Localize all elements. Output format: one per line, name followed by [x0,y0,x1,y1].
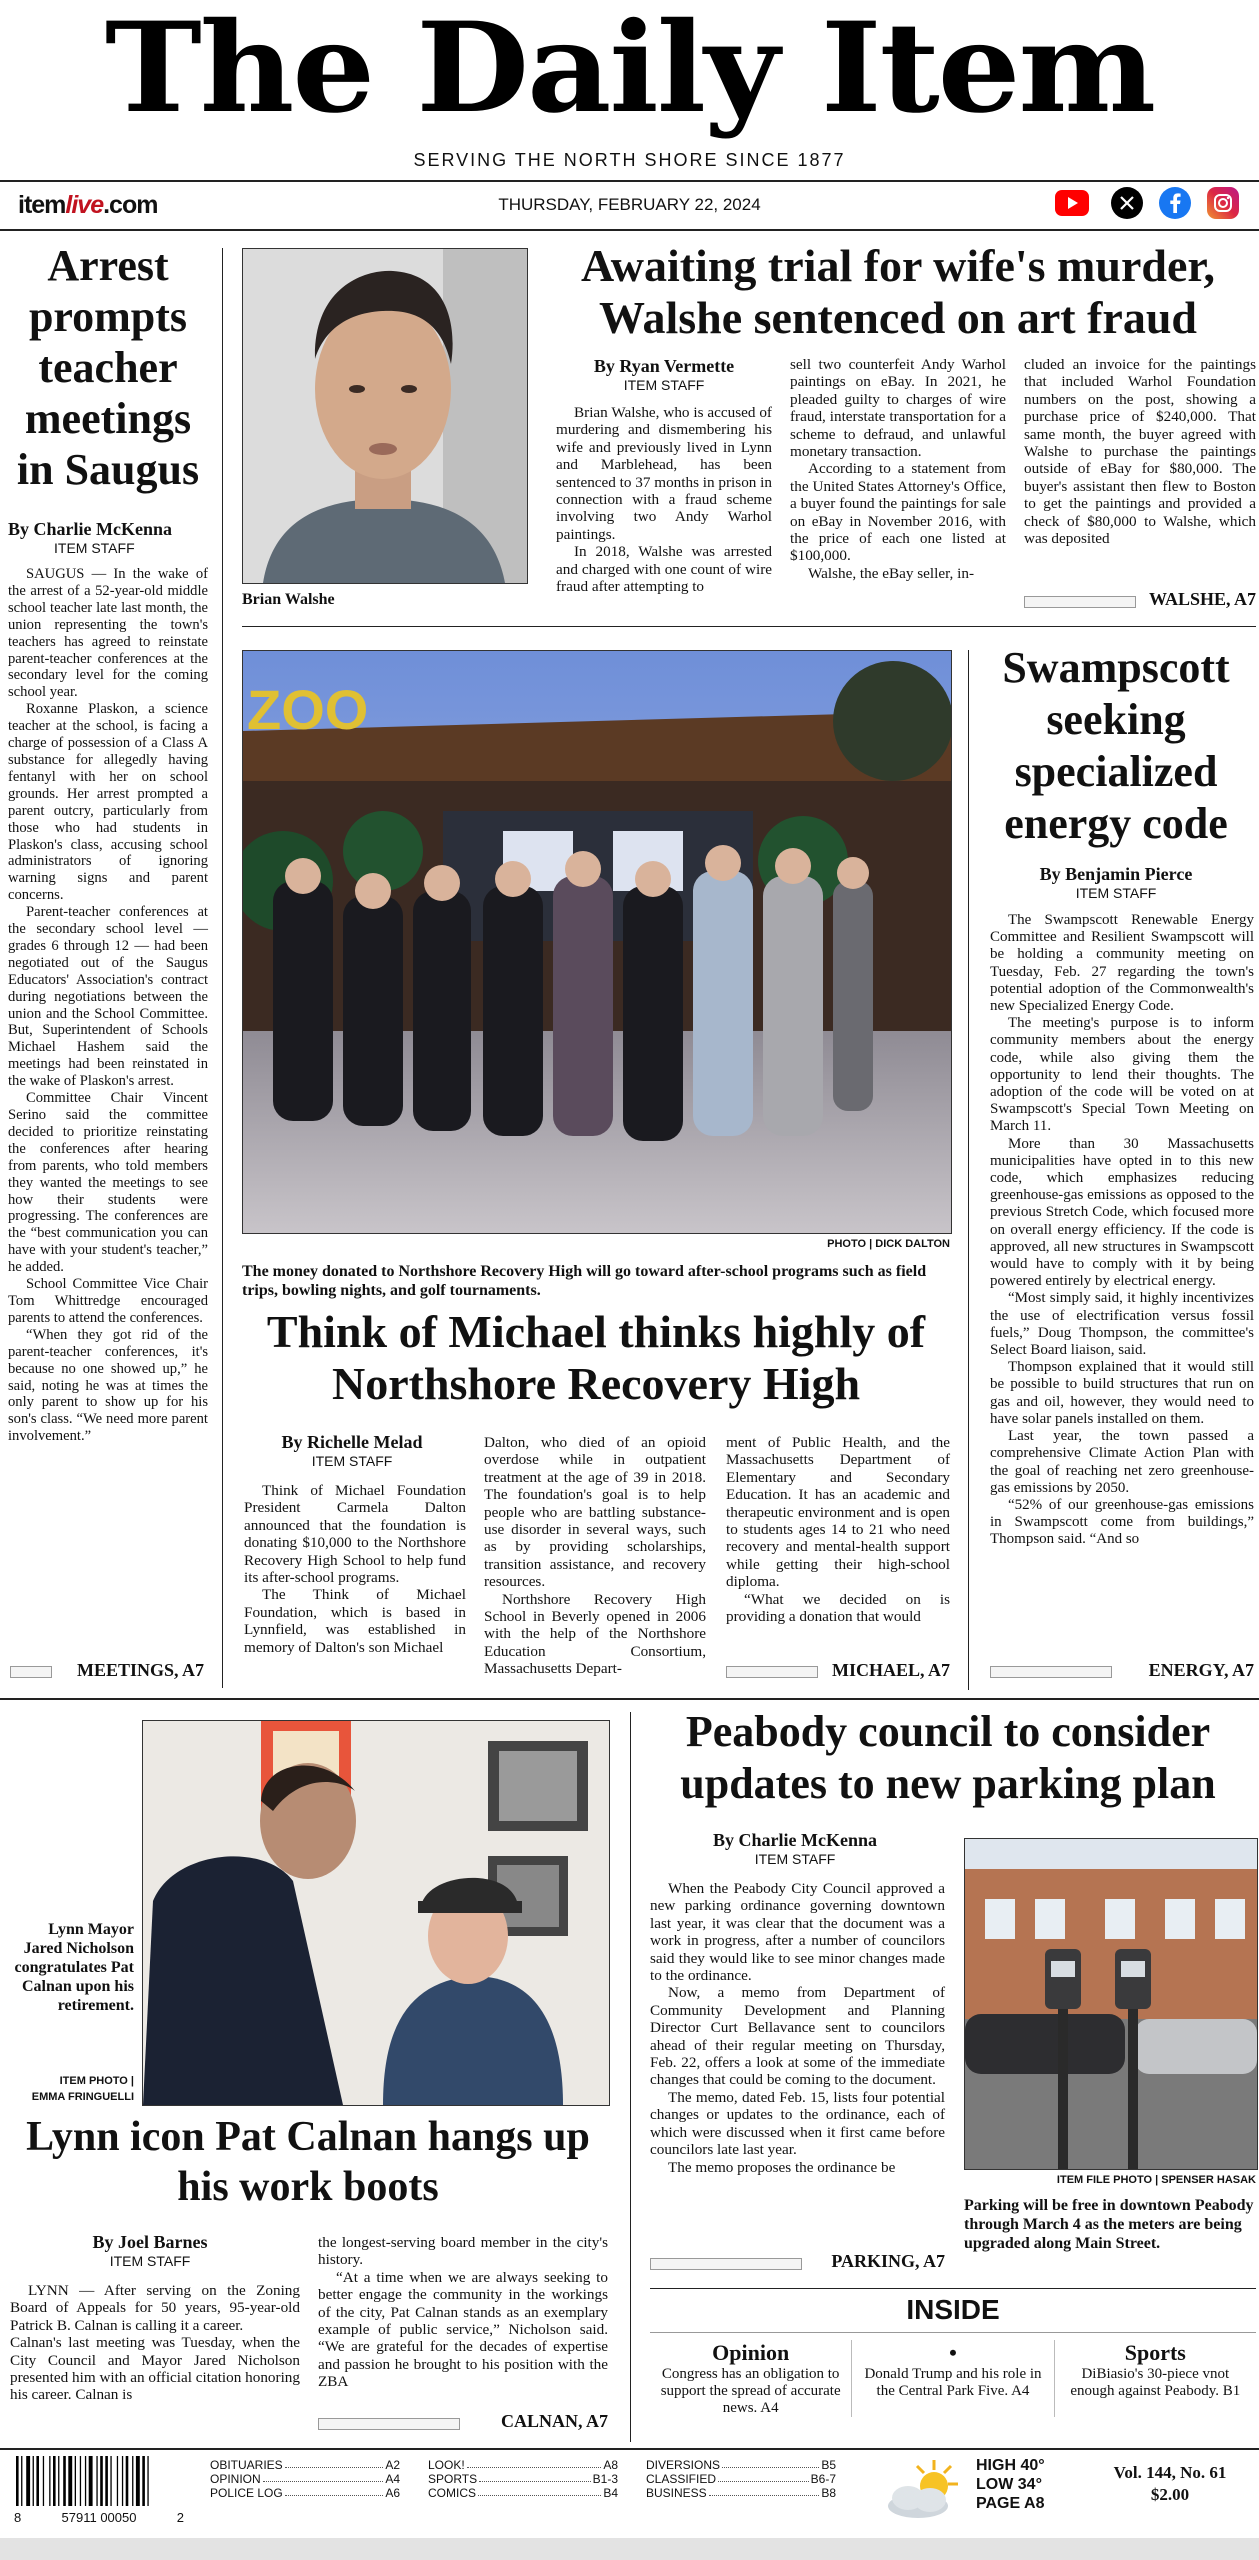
swampscott-byline-block [980,864,1252,901]
saugus-paragraph: Parent-teacher conferences at the secondary school level — grades 6 through 12 — had been negotiated out of the Saugus Educators' Association's contract during negotiations between the union and the School Committee. But, Superintendent of Schools Michael Hashem said the meetings had been reinstated in the wake of Plaskon's arrest. [8,904,208,1090]
barcode-bar [136,2456,140,2506]
inside-item-head: • [949,2340,957,2365]
walshe-byline-block [556,356,772,393]
swampscott-headline: Swampscott seeking specialized energy code [1002,643,1230,848]
peabody-paragraph: The memo proposes the ordinance be [668,2158,896,2176]
inside-item-text: Congress has an obligation to support the spread of accurate news. A4 [660,2366,841,2416]
walshe-byline: By Ryan Vermette [593,356,735,376]
walshe-paragraph: According to a statement from the United States Attorney's Office, a buyer found the paintings for sale on eBay in November 2016, with the price of each one listed at $100,000. [790,460,1006,565]
recovery-col2 [484,1434,706,1678]
recovery-byline: By Richelle Melad [281,1432,423,1452]
calnan-photo [142,1720,610,2106]
recovery-paragraph: The Think of Michael Foundation, which is based in Lynnfield, was established in memory of Dalton's son Michael [244,1586,466,1656]
saugus-paragraph: Roxanne Plaskon, a science teacher at the school, is facing a charge of possession of a Class A substance for allegedly having fentanyl with her on school grounds. Her arrest prompted a parent outcry, particularly from those who had students in Plaskon's class, accusing school administrators of ignoring warning signs and parent concerns. [8,701,208,904]
price: $2.00 [1150,2485,1190,2504]
peabody-paragraph: Now, a memo from Department of Community Development and Planning Director Curt Bellavance sent to councilors ahead of their regular meeting on Thursday, Feb. 22, offers a look at some of the immediate changes that could be coming to the document. [650,1984,945,2089]
calnan-photo-credit-line1: ITEM PHOTO | [59,2075,134,2087]
calnan-headline: Lynn icon Pat Calnan hangs up his work boots [26,2114,590,2210]
peabody-paragraph: The memo, dated Feb. 15, lists four potential changes or updates to the ordinance, each of which were discussed when it first came before councilors late last year. [650,2088,945,2159]
barcode [14,2456,194,2526]
recovery-photo [242,650,952,1234]
column-rule [630,1712,631,2442]
calnan-staff: ITEM STAFF [109,2253,191,2269]
barcode-left: 8 [14,2510,22,2525]
barcode-bar [122,2456,123,2506]
swampscott-paragraph: Last year, the town passed a comprehensive Climate Action Plan with the goal of reaching net zero greenhouse-gas emissions by 2050. [990,1428,1254,1496]
walshe-paragraph: cluded an invoice for the paintings that included Warhol Foundation numbers on the post, showing a purchase price of $240,000. That same month, the buyer agreed with Walshe to purchase the paintings outside of eBay for $80,000. The buyer's assistant then flew to Boston to get the paintings and provided a check of $80,000 to Walshe, which was deposited [1024,356,1256,548]
index-column [428,2458,618,2500]
column-rule [222,248,223,1688]
barcode-bar [49,2456,50,2506]
barcode-bar [63,2456,66,2506]
recovery-paragraph: “What we decided on is providing a donation that would [726,1590,950,1626]
index-column [646,2458,836,2500]
calnan-side-caption: Lynn Mayor Jared Nicholson congratulates Pat Calnan upon his retirement. [14,1921,134,2014]
barcode-bar [142,2456,145,2506]
barcode-bar [85,2456,86,2506]
inside-item-text: DiBiasio's 30-piece vnot enough against Peabody. B1 [1070,2366,1241,2399]
walshe-paragraph: sell two counterfeit Andy Warhol paintings on eBay. In 2021, he pleaded guilty to charges of wire fraud, interstate transportation for a scheme to defraud, and unlawful monetary transaction. [790,356,1006,461]
peabody-jump[interactable]: PARKING, A7 [831,2251,945,2271]
weather-low: LOW 34° [976,2476,1042,2493]
calnan-col1 [10,2282,300,2404]
peabody-byline-block [650,1830,940,1867]
index-page: A4 [385,2472,400,2486]
barcode-right: 2 [176,2510,184,2525]
inside-rule [650,2332,1256,2333]
peabody-headline: Peabody council to consider updates to new parking plan [680,1707,1216,1808]
inside-item-sports[interactable] [1055,2340,1256,2417]
inside-item-head: Sports [1124,2340,1186,2365]
index-name: OBITUARIES [210,2458,283,2472]
walshe-photo-caption: Brian Walshe [242,591,335,608]
peabody-byline: By Charlie McKenna [713,1830,877,1850]
calnan-jump[interactable]: CALNAN, A7 [500,2411,608,2431]
index-name: CLASSIFIED [646,2472,717,2486]
barcode-bar [36,2456,39,2506]
index-page: B5 [821,2458,836,2472]
calnan-byline-block [40,2232,260,2269]
index-page: B8 [821,2486,836,2500]
walshe-paragraph: Walshe, the eBay seller, in- [808,564,975,582]
inside-title: INSIDE [906,2294,1000,2325]
recovery-paragraph: ment of Public Health, and the Massachusetts Department of Elementary and Secondary Education. It has an academic and therapeutic environment and is open to students ages 14 to 21 who need recovery and mental-health support while getting their high-school diploma. [726,1434,950,1591]
saugus-byline: By Charlie McKenna [8,519,172,539]
swampscott-staff: ITEM STAFF [1075,885,1157,901]
index-entry-business[interactable] [646,2486,836,2500]
saugus-paragraph: School Committee Vice Chair Tom Whittredge encouraged parents to attend the conferences. [8,1276,208,1326]
calnan-paragraph: Calnan's last meeting was Tuesday, when the City Council and Mayor Jared Nicholson presented him with an official citation honoring his career. Calnan is [10,2334,300,2404]
walshe-col1 [556,404,772,595]
barcode-bar [58,2456,59,2506]
edition-info [1090,2462,1250,2506]
index-name: BUSINESS [646,2486,707,2500]
bottom-band [0,2538,1259,2560]
inside-items [650,2340,1256,2417]
newspaper-tagline: SERVING THE NORTH SHORE SINCE 1877 [413,150,846,170]
index-column [210,2458,400,2500]
footer-divider [0,2448,1259,2450]
volume-number: Vol. 144, No. 61 [1113,2463,1227,2482]
saugus-headline: Arrest prompts teacher meetings in Saugus [16,241,200,494]
inside-rule [650,2288,1256,2289]
barcode-number: 57911 00050 [61,2510,137,2525]
peabody-staff: ITEM STAFF [754,1851,836,1867]
index-entry-diversions[interactable] [646,2458,836,2472]
index-entry-police-log[interactable] [210,2486,400,2500]
barcode-bar [43,2456,44,2506]
site-prefix: item [18,191,66,219]
partly-sunny-icon [878,2456,972,2526]
youtube-icon[interactable] [1055,190,1089,216]
index-name: SPORTS [428,2472,478,2486]
newspaper-title: The Daily Item [104,0,1155,141]
barcode-bar [96,2456,97,2506]
index-entry-opinion[interactable] [210,2472,400,2486]
barcode-bar [16,2456,19,2506]
calnan-photo-credit-line2: EMMA FRINGUELLI [31,2091,134,2103]
index-entry-classified[interactable] [646,2472,836,2486]
x-icon[interactable] [1111,187,1143,219]
barcode-bar [110,2456,111,2506]
swampscott-paragraph: The Swampscott Renewable Energy Committee and Resilient Swampscott will be holding a community meeting on Tuesday, Feb. 27 regarding the town's potential adoption of the Commonwealth's new Specialized Energy Code. [990,912,1254,1015]
recovery-headline: Think of Michael thinks highly of Northshore Recovery High [266,1306,926,1409]
barcode-bar [132,2456,133,2506]
barcode-bar [147,2456,148,2506]
page-index [210,2458,844,2500]
index-entry-sports[interactable] [428,2472,618,2486]
weather-high: HIGH 40° [976,2457,1045,2474]
swampscott-paragraph: “52% of our greenhouse-gas emissions in Swampscott come from buildings,” Thompson said. “And so [990,1496,1254,1548]
peabody-paragraph: When the Peabody City Council approved a new parking ordinance governing downtown last year, it was clear that the document was a work in progress, after a number of councilors said they would like to see minor changes made to the ordinance. [650,1880,945,1985]
index-entry-look[interactable] [428,2458,618,2472]
walshe-photo [242,248,528,584]
index-name: DIVERSIONS [646,2458,721,2472]
walshe-col3 [1024,356,1256,547]
barcode-digits [14,2510,184,2525]
swampscott-body [990,912,1254,1549]
calnan-paragraph: the longest-serving board member in the city's history. [318,2234,608,2269]
index-name: LOOK! [428,2458,465,2472]
walshe-paragraph: Brian Walshe, who is accused of murdering and dismembering his wife and previously lived in Lynn and Marblehead, has been sentenced to 37 months in prison in connection with a fraud scheme involving two Andy Warhol paintings. [556,404,772,543]
barcode-bar [100,2456,103,2506]
recovery-caption: The money donated to Northshore Recovery High will go toward after-school programs such as field trips, bowling nights, and golf tournaments. [242,1263,927,1299]
section-rule [242,626,1256,627]
masthead-divider [0,180,1259,182]
recovery-col3 [726,1434,950,1625]
recovery-photo-credit: PHOTO | DICK DALTON [827,1238,950,1250]
saugus-paragraph: “When they got rid of the parent-teacher conferences, it's because no one showed up,” he said, noting he was at times the only parent to show up for his son's class. “We need more parent involvement.” [8,1326,208,1445]
saugus-staff: ITEM STAFF [54,540,135,556]
barcode-bar [75,2456,76,2506]
saugus-paragraph: SAUGUS — In the wake of the arrest of a 52-year-old middle school teacher late last month, the union representing the town's teachers has agreed to reinstate parent-teacher conferences at the secondary level for the coming school year. [8,566,208,701]
weather-block [976,2456,1066,2513]
swampscott-paragraph: “Most simply said, it highly incentivizes the use of electrification versus fossil fuels,” Doug Thompson, the committee's Select Board liaison, said. [990,1290,1254,1359]
walshe-paragraph: In 2018, Walshe was arrested and charged with one count of wire fraud after attempting to [556,543,772,596]
barcode-bar [89,2456,93,2506]
saugus-jump[interactable]: MEETINGS, A7 [76,1660,204,1680]
peabody-body [650,1880,945,2176]
weather-page: PAGE A8 [976,2495,1045,2512]
barcode-bar [126,2456,129,2506]
walshe-staff: ITEM STAFF [623,377,705,393]
calnan-col2 [318,2234,608,2391]
index-page: B4 [603,2486,618,2500]
saugus-body [8,566,208,1445]
index-page: A6 [385,2486,400,2500]
peabody-caption: Parking will be free in downtown Peabody through March 4 as the meters are being upgraded along Main Street. [964,2197,1254,2252]
index-entry-comics[interactable] [428,2486,618,2500]
swampscott-paragraph: The meeting's purpose is to inform community members about the energy code, while also giving them the opportunity to lend their thoughts. The adoption of the code will be voted on at Swampscott's Special Town Meeting on March 11. [990,1015,1254,1135]
index-entry-obituaries[interactable] [210,2458,400,2472]
calnan-paragraph: LYNN — After serving on the Zoning Board of Appeals for 50 years, 95-year-old Patrick B. Calnan is calling it a career. [10,2282,300,2334]
swampscott-byline: By Benjamin Pierce [1039,864,1193,884]
inside-item-news[interactable] [851,2340,1054,2417]
recovery-paragraph: Think of Michael Foundation President Carmela Dalton announced that the foundation is donating $10,000 to the Northshore Recovery High School to help fund its after-school programs. [244,1482,466,1587]
zoo-sign: ZOO [247,678,369,741]
saugus-paragraph: Committee Chair Vincent Serino said the committee decided to prioritize reinstating the conferences after hearing from parents, who told members they wanted the meetings to see how their students were progressing. The conferences are the “best communication you can have with your student's teacher,” he added. [8,1090,208,1276]
barcode-bar [105,2456,108,2506]
column-rule [968,650,969,1690]
site-suffix: .com [103,191,158,219]
recovery-col1 [244,1482,466,1656]
index-page: B1-3 [592,2472,618,2486]
peabody-photo-credit: ITEM FILE PHOTO | SPENSER HASAK [1056,2174,1256,2186]
edition-date: THURSDAY, FEBRUARY 22, 2024 [498,195,761,214]
inside-item-head: Opinion [712,2340,790,2365]
index-name: COMICS [428,2486,476,2500]
barcode-bar [68,2456,72,2506]
instagram-icon[interactable] [1207,187,1239,219]
barcode-bar [53,2456,56,2506]
recovery-paragraph: Dalton, who died of an opioid overdose while in outpatient treatment at the age of 39 in 2018. The foundation's goal is to help people who are battling substance-use disorder in several ways, such as by providing scholarships, transition assistance, and recovery resources. [484,1434,706,1591]
index-page: B6-7 [810,2472,836,2486]
calnan-paragraph: “At a time when we are always seeking to better engage the community in the workings of the city, Pat Calnan stands as an exemplary example of public service,” Nicholson said. “We are grateful for the decades of expertise and passion he brought to his position with the ZBA [318,2268,608,2391]
site-live: live [65,191,104,219]
barcode-bar [117,2456,118,2506]
walshe-col2 [790,356,1006,582]
recovery-jump[interactable]: MICHAEL, A7 [831,1660,950,1680]
index-name: POLICE LOG [210,2486,283,2500]
recovery-staff: ITEM STAFF [311,1453,393,1469]
index-page: A2 [385,2458,400,2472]
swampscott-jump[interactable]: ENERGY, A7 [1148,1660,1254,1680]
barcode-bar [33,2456,34,2506]
saugus-story [8,240,208,1445]
peabody-photo [964,1838,1258,2170]
section-divider [0,1698,1259,1700]
walshe-jump[interactable]: WALSHE, A7 [1148,589,1256,609]
facebook-icon[interactable] [1159,187,1191,219]
masthead [0,0,1259,180]
barcode-bar [21,2456,22,2506]
index-name: OPINION [210,2472,261,2486]
swampscott-paragraph: Thompson explained that it would still be possible to build structures that run on gas and oil, however, they would need to have solar panels installed on them. [990,1359,1254,1427]
walshe-headline: Awaiting trial for wife's murder, Walshe sentenced on art fraud [580,240,1216,343]
swampscott-paragraph: More than 30 Massachusetts municipalities have opted in to this new code, which emphasizes reducing greenhouse-gas emissions as opposed to the previous Stretch Code, which focused more on overall energy efficiency. If the code is approved, all new structures in Swampscott would have to comply with it by being powered entirely by electrical energy. [990,1135,1254,1290]
inside-item-text: Donald Trump and his role in the Central Park Five. A4 [864,2366,1042,2399]
barcode-bars [14,2456,184,2506]
recovery-byline-block [244,1432,460,1469]
barcode-bar [80,2456,81,2506]
index-page: A8 [603,2458,618,2472]
dateline-divider [0,229,1259,231]
inside-item-opinion[interactable] [650,2340,851,2417]
barcode-bar [26,2456,30,2506]
recovery-paragraph: Northshore Recovery High School in Beverly opened in 2006 with the help of the Northshore Education Consortium, Massachusetts Depart- [484,1590,706,1678]
calnan-byline: By Joel Barnes [92,2232,208,2252]
